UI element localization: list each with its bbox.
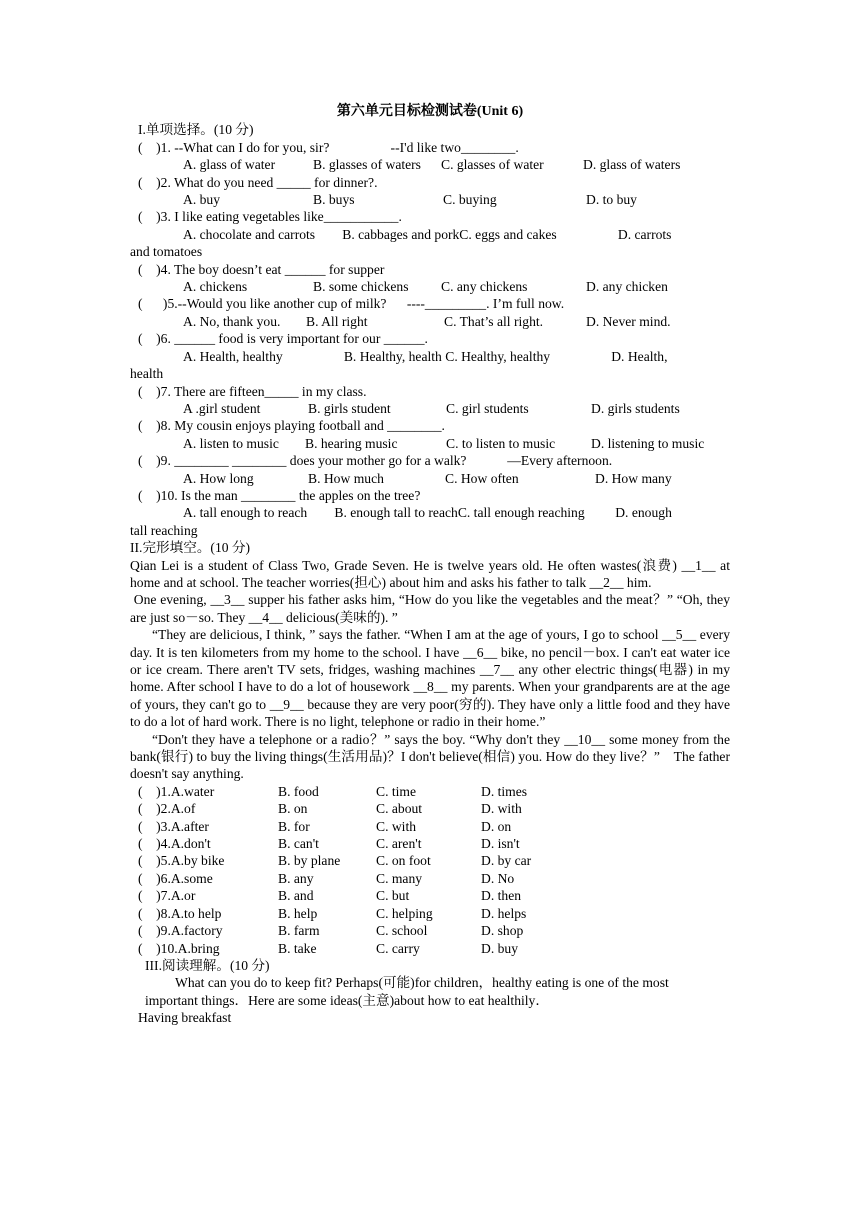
cloze-cell: ( )1.A.water bbox=[138, 783, 215, 799]
cloze-cell: ( )9.A.factory bbox=[138, 923, 223, 939]
question-stem: ( )5.--Would you like another cup of milk? ----_________. I’m full now. bbox=[138, 296, 565, 312]
question-stem: ( )2. What do you need _____ for dinner?. bbox=[138, 174, 378, 190]
cloze-row bbox=[130, 783, 730, 800]
passage-paragraph: One evening, __3__ supper his father asks him, “How do you like the vegetables and the meat？” “Oh, they are just so－so. They __4__ delicious(美味的). ” bbox=[130, 592, 734, 625]
option: D. How many bbox=[595, 470, 672, 486]
section-1-heading: I.单项选择。(10 分) bbox=[138, 122, 254, 138]
cloze-cell: C. carry bbox=[376, 940, 420, 956]
cloze-cell: B. take bbox=[278, 940, 317, 956]
cloze-cell: C. about bbox=[376, 801, 423, 817]
cloze-cell: ( )2.A.of bbox=[138, 801, 196, 817]
cloze-cell: ( )7.A.or bbox=[138, 888, 196, 904]
option: B. buys bbox=[313, 192, 355, 208]
cloze-cell: D. buy bbox=[481, 940, 519, 956]
cloze-cell: D. helps bbox=[481, 905, 527, 921]
option: A. glass of water bbox=[183, 157, 276, 173]
option-wrap: tall reaching bbox=[130, 522, 198, 538]
cloze-cell: B. food bbox=[278, 783, 319, 799]
reading-passage bbox=[130, 974, 730, 1009]
option: A. buy bbox=[183, 192, 221, 208]
cloze-cell: ( )6.A.some bbox=[138, 870, 213, 886]
cloze-row bbox=[130, 852, 730, 869]
cloze-cell: C. with bbox=[376, 818, 417, 834]
cloze-row bbox=[130, 870, 730, 887]
cloze-cell: ( )4.A.don't bbox=[138, 836, 211, 852]
passage-subheading: Having breakfast bbox=[138, 1010, 232, 1026]
cloze-row bbox=[130, 887, 730, 904]
option: C. glasses of water bbox=[441, 157, 544, 173]
option: D. to buy bbox=[586, 192, 637, 208]
question-stem: ( )8. My cousin enjoys playing football and ________. bbox=[138, 418, 445, 434]
cloze-row bbox=[130, 800, 730, 817]
question-stem: ( )1. --What can I do for you, sir? --I'd like two________. bbox=[138, 139, 519, 155]
cloze-cell: ( )8.A.to help bbox=[138, 905, 222, 921]
cloze-cell: C. school bbox=[376, 923, 428, 939]
question-stem: ( )9. ________ ________ does your mother go for a walk? —Every afternoon. bbox=[138, 453, 613, 469]
option: A. No, thank you. bbox=[183, 313, 281, 329]
question-stem: ( )7. There are fifteen_____ in my class. bbox=[138, 383, 367, 399]
cloze-cell: ( )5.A.by bike bbox=[138, 853, 225, 869]
option-wrap: and tomatoes bbox=[130, 244, 203, 260]
passage-paragraph: “Don't they have a telephone or a radio？” says the boy. “Why don't they __10__ some money from the bank(银行) to buy the living things(生活用品)？I don't believe(相信) you. How do they live？” The father doesn't say anything. bbox=[130, 731, 734, 782]
cloze-cell: C. aren't bbox=[376, 836, 422, 852]
option-wrap: health bbox=[130, 366, 164, 382]
question-options: A. Health, healthy B. Healthy, health C. Healthy, healthy D. Health, bbox=[183, 348, 668, 364]
option: B. some chickens bbox=[313, 279, 409, 295]
section-2-heading: II.完形填空。(10 分) bbox=[130, 540, 251, 556]
option: D. girls students bbox=[591, 400, 680, 416]
question-options bbox=[130, 435, 730, 452]
passage-paragraph: Qian Lei is a student of Class Two, Grade Seven. He is twelve years old. He often wastes(浪费) __1__ at home and at school. The teacher worries(担心) about him and asks his father to talk __2__ him. bbox=[130, 557, 730, 590]
option: C. any chickens bbox=[441, 279, 528, 295]
question-stem: ( )4. The boy doesn’t eat ______ for supper bbox=[138, 261, 385, 277]
cloze-row bbox=[130, 905, 730, 922]
cloze-cell: B. on bbox=[278, 801, 308, 817]
cloze-cell: D. on bbox=[481, 818, 512, 834]
cloze-cell: C. helping bbox=[376, 905, 433, 921]
cloze-cell: B. for bbox=[278, 818, 310, 834]
cloze-cell: B. help bbox=[278, 905, 318, 921]
cloze-row bbox=[130, 922, 730, 939]
cloze-cell: B. farm bbox=[278, 923, 320, 939]
option: B. girls student bbox=[308, 400, 391, 416]
cloze-cell: D. No bbox=[481, 870, 515, 886]
passage-paragraph: “They are delicious, I think, ” says the father. “When I am at the age of yours, I go to school __5__ every day. It is ten kilometers from my home to the school. I have __6__ bike, no pencil－box. I can't eat water ice or ice cream. There aren't TV sets, fridges, washing machines __7__ any other electric things(电器) in my home. After school I have to do a lot of housework __8__ my parents. When your grandparents are at the age of yours, they can't go to __9__ because they are very poor(穷的). They have only a little food and they have to do a lot of hard work. There is no light, telephone or radio in their home.” bbox=[130, 627, 730, 730]
option: C. That’s all right. bbox=[444, 313, 544, 329]
cloze-cell: C. on foot bbox=[376, 853, 431, 869]
option: C. to listen to music bbox=[446, 435, 556, 451]
cloze-cell: D. times bbox=[481, 783, 528, 799]
section-3-heading: III.阅读理解。(10 分) bbox=[145, 957, 270, 973]
option: D. any chicken bbox=[586, 279, 668, 295]
cloze-cell: C. time bbox=[376, 783, 417, 799]
cloze-cell: D. with bbox=[481, 801, 522, 817]
question-options bbox=[130, 470, 730, 487]
question-stem: ( )6. ______ food is very important for our ______. bbox=[138, 331, 428, 347]
question-options bbox=[130, 278, 730, 295]
option: A. How long bbox=[183, 470, 254, 486]
option: D. listening to music bbox=[591, 435, 705, 451]
option: D. glass of waters bbox=[583, 157, 681, 173]
option: C. buying bbox=[443, 192, 497, 208]
question-options bbox=[130, 400, 730, 417]
cloze-cell: B. and bbox=[278, 888, 314, 904]
cloze-cell: ( )3.A.after bbox=[138, 818, 209, 834]
cloze-row bbox=[130, 940, 730, 957]
cloze-cell: C. many bbox=[376, 870, 423, 886]
option: C. girl students bbox=[446, 400, 529, 416]
option: A. listen to music bbox=[183, 435, 279, 451]
cloze-row bbox=[130, 818, 730, 835]
option: B. All right bbox=[306, 313, 368, 329]
question-options bbox=[130, 191, 730, 208]
cloze-cell: ( )10.A.bring bbox=[138, 940, 220, 956]
question-options: A. chocolate and carrots B. cabbages and porkC. eggs and cakes D. carrots bbox=[183, 226, 672, 242]
page-title: 第六单元目标检测试卷(Unit 6) bbox=[336, 104, 524, 119]
cloze-cell: B. any bbox=[278, 870, 314, 886]
option: D. Never mind. bbox=[586, 313, 671, 329]
worksheet bbox=[130, 103, 734, 1027]
cloze-options bbox=[130, 783, 730, 957]
cloze-cell: D. isn't bbox=[481, 836, 520, 852]
cloze-cell: C. but bbox=[376, 888, 410, 904]
cloze-cell: B. can't bbox=[278, 836, 319, 852]
question-stem: ( )3. I like eating vegetables like___________. bbox=[138, 209, 402, 225]
cloze-row bbox=[130, 835, 730, 852]
cloze-cell: D. by car bbox=[481, 853, 532, 869]
question-stem: ( )10. Is the man ________ the apples on the tree? bbox=[138, 487, 421, 503]
option: B. How much bbox=[308, 470, 384, 486]
option: A .girl student bbox=[183, 400, 261, 416]
passage-paragraph: What can you do to keep fit? Perhaps(可能)for children，healthy eating is one of the most important things．Here are some ideas(主意)about how to eat healthily． bbox=[145, 975, 669, 1008]
question-options: A. tall enough to reach B. enough tall to reachC. tall enough reaching D. enough bbox=[183, 505, 672, 521]
question-options bbox=[130, 313, 730, 330]
cloze-cell: D. shop bbox=[481, 923, 524, 939]
option: B. glasses of waters bbox=[313, 157, 421, 173]
option: C. How often bbox=[445, 470, 519, 486]
cloze-cell: B. by plane bbox=[278, 853, 341, 869]
cloze-cell: D. then bbox=[481, 888, 522, 904]
option: B. hearing music bbox=[305, 435, 398, 451]
question-options bbox=[130, 156, 730, 173]
option: A. chickens bbox=[183, 279, 248, 295]
